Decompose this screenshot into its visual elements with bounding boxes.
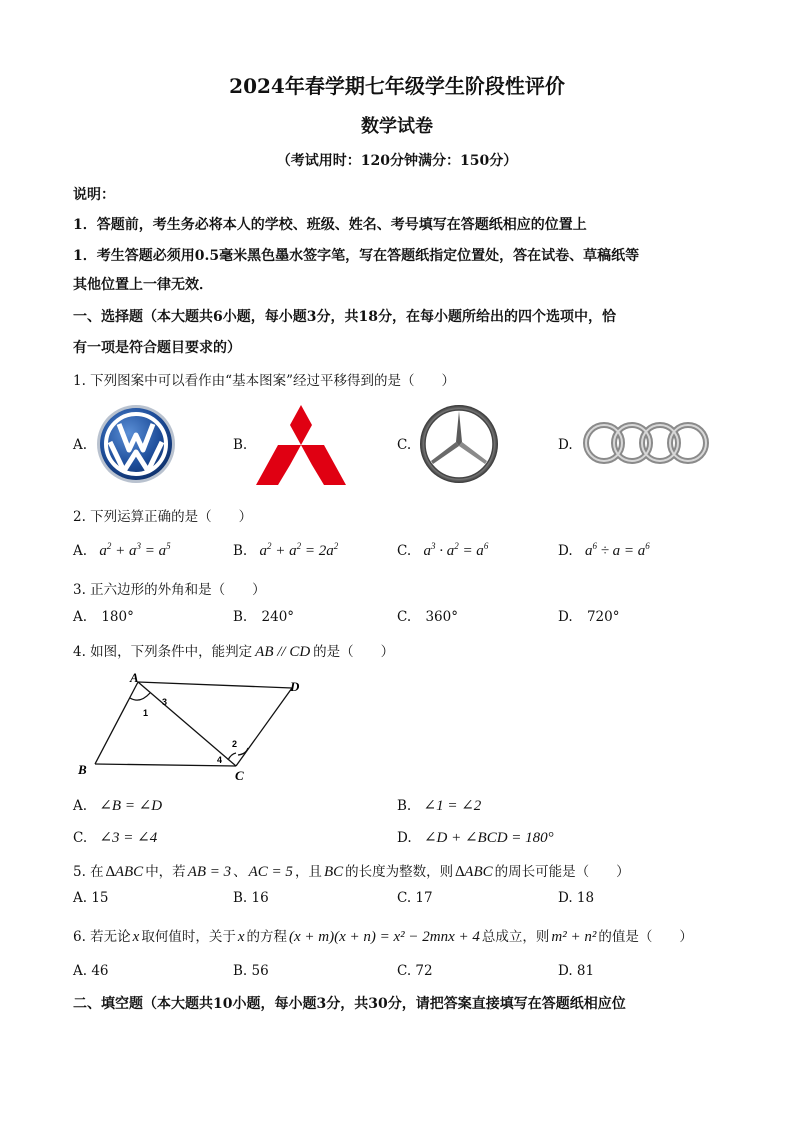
q3-option-d [558,609,619,625]
q3-option-d-value: 720° [586,609,620,625]
q4-vertex-d: D [290,679,300,694]
q4-option-d-label: D. [397,830,412,846]
q4-angle-2: 2 [232,739,238,749]
q3-option-c-label: C. [397,609,412,625]
q6-stem-part: 取何值时，关于 [141,929,236,945]
q6-stem-math: (x + m)(x + n) = x² − 2mnx + 4 [289,929,480,945]
q2-option-b: B. $a^2 + a^2 = 2a^2$ [233,541,339,559]
q5-stem-part: 的周长可能是（ ） [494,864,630,880]
q3-option-b-value: 240° [261,609,295,625]
q5-stem-part: 5. 在 [73,864,104,880]
q3-option-a [73,609,134,625]
q6-option-b: B. 56 [233,963,269,979]
q1-option-b-label: B. [233,437,248,453]
q6-stem-math: x [132,929,140,945]
q5-stem [73,860,630,881]
instruction-item-2: 1．考生答题必须用0.5毫米黑色墨水签字笔，写在答题纸指定位置处，答在试卷、草稿纸等 [73,248,640,264]
mitsubishi-logo-icon [256,405,346,485]
q5-stem-math: BC [323,864,344,880]
q6-stem-math: m² + n² [551,929,597,945]
instructions-label: 说明： [73,187,115,203]
q5-stem-part: ，且 [294,864,322,880]
q4-angle-3: 3 [162,697,168,707]
q3-option-d-label: D. [558,609,573,625]
q6-stem-part: 总成立，则 [481,929,550,945]
q4-option-b-label: B. [397,798,412,814]
q4-option-a [73,796,162,815]
q1-option-d-label: D. [558,437,573,453]
q4-vertex-b: B [78,762,87,777]
exam-title: 2024年春学期七年级学生阶段性评价 [229,74,565,98]
q5-stem-part: 、 [233,864,247,880]
instruction-item-3: 其他位置上一律无效． [73,277,213,293]
q3-option-b-label: B. [233,609,248,625]
mercedes-logo-icon [419,404,499,484]
q3-stem: 3. 正六边形的外角和是（ ） [73,582,266,598]
q3-option-c [397,609,458,625]
q3-option-c-value: 360° [425,609,458,625]
q2-option-a-label: A. [73,543,88,559]
q5-stem-math: AC = 5 [248,864,293,880]
section2-heading: 二、填空题（本大题共10小题，每小题3分，共30分，请把答案直接填写在答题纸相应位 [73,996,626,1012]
q6-stem-part: 的方程 [246,929,288,945]
q6-stem-part: 6. 若无论 [73,929,131,945]
q4-option-c-expr: ∠3 = ∠4 [99,830,158,846]
q2-option-b-label: B. [233,543,248,559]
q2-stem: 2. 下列运算正确的是（ ） [73,509,253,525]
q4-vertex-a: A [130,670,139,685]
q4-stem-math: AB // CD [255,644,311,660]
volkswagen-logo-icon [96,404,176,484]
audi-rings-logo-icon [582,420,710,466]
q4-option-d [397,828,554,847]
q6-stem-math: x [237,929,245,945]
q4-angle-4: 4 [217,755,223,765]
q2-option-c-label: C. [397,543,412,559]
q3-option-b [233,609,294,625]
q1-option-a-label: A. [73,437,88,453]
section1-heading-line2: 有一项是符合题目要求的） [73,340,241,356]
q2-option-d: D. $a^6 \div a = a^6$ [558,541,650,559]
q5-stem-math: ∆ABC [105,864,144,880]
q4-option-c [73,828,157,847]
exam-subtitle: 数学试卷 [361,116,433,137]
q6-option-c: C. 72 [397,963,433,979]
q6-stem-part: 的值是（ ） [598,929,693,945]
q4-option-a-label: A. [73,798,88,814]
instruction-item-1: 1．答题前，考生务必将本人的学校、班级、姓名、考号填写在答题纸相应的位置上 [73,217,587,233]
q6-option-a: A. 46 [73,963,109,979]
q5-option-d: D. 18 [558,890,595,906]
q5-stem-math: ∆ABC [455,864,493,880]
q4-geometry-figure [70,668,320,788]
q3-option-a-label: A. [73,609,88,625]
q4-angle-1: 1 [143,708,149,718]
q1-option-c-label: C. [397,437,412,453]
q4-stem [73,640,394,661]
q6-stem [73,925,693,946]
q6-option-d: D. 81 [558,963,595,979]
q2-option-c: C. $a^3 \cdot a^2 = a^6$ [397,541,489,559]
q4-option-d-expr: ∠D + ∠BCD = 180° [423,830,554,846]
q4-option-a-expr: ∠B = ∠D [99,798,163,814]
q5-stem-part: 中，若 [145,864,186,880]
q4-stem-prefix: 4. 如图，下列条件中，能判定 [73,644,253,660]
q3-option-a-value: 180° [101,609,134,625]
q2-option-a: A. $a^2 + a^3 = a^5$ [73,541,171,559]
q4-option-b [397,796,481,815]
q1-stem: 1. 下列图案中可以看作由“基本图案”经过平移得到的是（ ） [73,373,455,389]
q2-option-d-label: D. [558,543,573,559]
q5-stem-math: AB = 3 [187,864,232,880]
q5-stem-part: 的长度为整数，则 [345,864,454,880]
q4-stem-suffix: 的是（ ） [313,644,395,660]
q4-option-b-expr: ∠1 = ∠2 [423,798,482,814]
q4-option-c-label: C. [73,830,88,846]
q5-option-a: A. 15 [73,890,109,906]
q4-vertex-c: C [235,768,244,783]
q5-option-b: B. 16 [233,890,269,906]
exam-info: （考试用时：120分钟满分：150分） [276,153,518,169]
section1-heading-line1: 一、选择题（本大题共6小题，每小题3分，共18分，在每小题所给出的四个选项中，恰 [73,309,616,325]
q5-option-c: C. 17 [397,890,433,906]
